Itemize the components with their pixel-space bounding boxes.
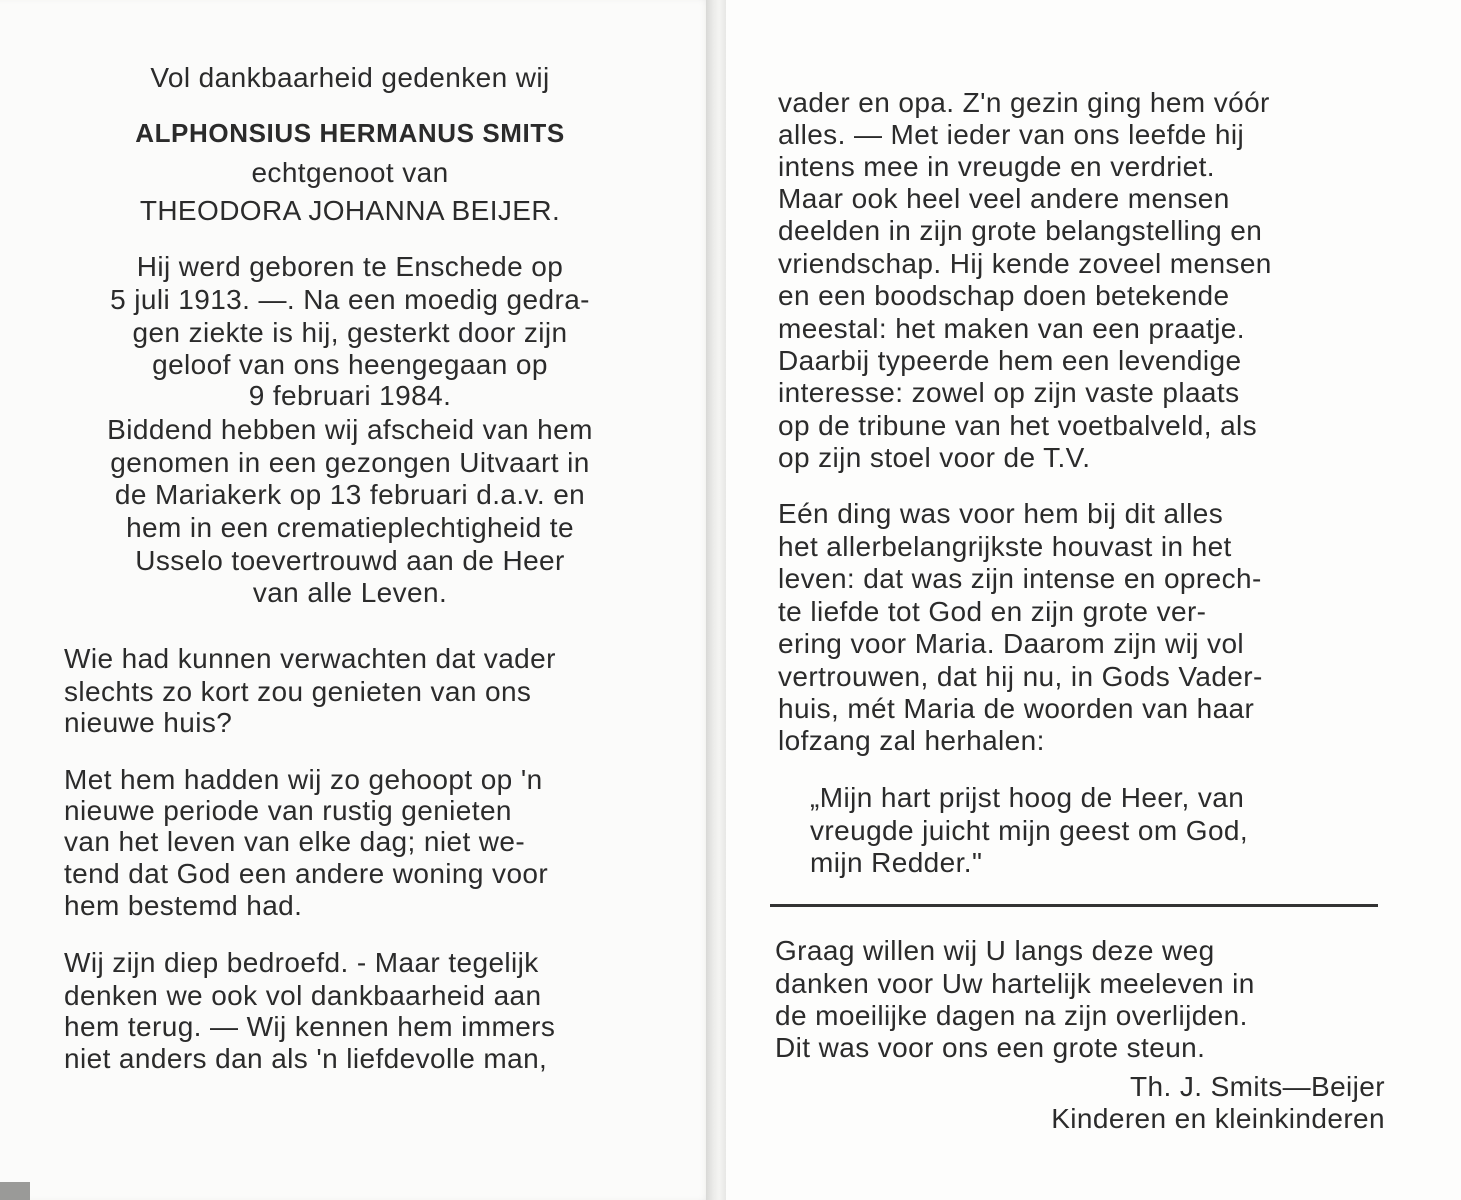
body-line: het allerbelangrijkste houvast in het	[778, 531, 1232, 562]
farewell-line: Usselo toevertrouwd aan de Heer	[135, 545, 565, 576]
quote-line: mijn Redder."	[810, 847, 983, 878]
farewell-line: van alle Leven.	[252, 577, 448, 608]
body-line: hem bestemd had.	[64, 890, 303, 921]
body-line: intens mee in vreugde en verdriet.	[778, 151, 1215, 182]
body-line: vriendschap. Hij kende zoveel mensen	[778, 248, 1272, 279]
birth-line: Hij werd geboren te Enschede op	[136, 251, 564, 282]
signature-line: Kinderen en kleinkinderen	[1051, 1103, 1385, 1134]
body-line: Daarbij typeerde hem een levendige	[778, 345, 1242, 376]
body-line: op de tribune van het voetbalveld, als	[778, 410, 1258, 441]
quote-line: vreugde juicht mijn geest om God,	[810, 815, 1249, 846]
thanks-line: Dit was voor ons een grote steun.	[775, 1032, 1206, 1063]
body-line: tend dat God een andere woning voor	[64, 858, 549, 889]
thanks-line: Graag willen wij U langs deze weg	[775, 935, 1215, 966]
body-line: Met hem hadden wij zo gehoopt op 'n	[64, 764, 543, 795]
farewell-line: Biddend hebben wij afscheid van hem	[107, 414, 593, 445]
body-line: Wij zijn diep bedroefd. - Maar tegelijk	[64, 947, 539, 978]
birth-line: geloof van ons heengegaan op	[152, 349, 548, 380]
body-line: alles. — Met ieder van ons leefde hij	[778, 119, 1245, 150]
body-line: Wie had kunnen verwachten dat vader	[64, 643, 556, 674]
body-line: vertrouwen, dat hij nu, in Gods Vader-	[778, 661, 1263, 692]
body-line: nieuwe periode van rustig genieten	[64, 795, 512, 826]
scan-corner-mark	[0, 1182, 30, 1200]
body-line: van het leven van elke dag; niet we-	[64, 826, 526, 857]
intro-line: Vol dankbaarheid gedenken wij	[150, 62, 550, 93]
birth-line: 5 juli 1913. —. Na een moedig gedra-	[110, 284, 590, 315]
body-line: op zijn stoel voor de T.V.	[778, 442, 1091, 473]
quote-line: „Mijn hart prijst hoog de Heer, van	[810, 782, 1245, 813]
birth-line: gen ziekte is hij, gesterkt door zijn	[132, 317, 568, 348]
body-line: interesse: zowel op zijn vaste plaats	[778, 377, 1240, 408]
farewell-line: hem in een crematieplechtigheid te	[126, 512, 574, 543]
deceased-name: ALPHONSIUS HERMANUS SMITS	[135, 118, 565, 148]
page-fold	[706, 0, 728, 1200]
signature-line: Th. J. Smits—Beijer	[1130, 1071, 1385, 1102]
relation-line: echtgenoot van	[251, 157, 449, 188]
separator-rule	[770, 904, 1378, 907]
body-line: deelden in zijn grote belangstelling en	[778, 215, 1263, 246]
body-line: nieuwe huis?	[64, 707, 233, 738]
farewell-line: de Mariakerk op 13 februari d.a.v. en	[114, 479, 586, 510]
body-line: meestal: het maken van een praatje.	[778, 313, 1245, 344]
body-line: Maar ook heel veel andere mensen	[778, 183, 1230, 214]
body-line: lofzang zal herhalen:	[778, 725, 1045, 756]
body-line: denken we ook vol dankbaarheid aan	[64, 980, 542, 1011]
body-line: huis, mét Maria de woorden van haar	[778, 693, 1255, 724]
body-line: en een boodschap doen betekende	[778, 280, 1230, 311]
body-line: niet anders dan als 'n liefdevolle man,	[64, 1043, 548, 1074]
body-line: leven: dat was zijn intense en oprech-	[778, 563, 1262, 594]
thanks-line: danken voor Uw hartelijk meeleven in	[775, 968, 1255, 999]
body-line: Eén ding was voor hem bij dit alles	[778, 498, 1224, 529]
body-line: ering voor Maria. Daarom zijn wij vol	[778, 628, 1245, 659]
body-line: slechts zo kort zou genieten van ons	[64, 676, 532, 707]
body-line: te liefde tot God en zijn grote ver-	[778, 596, 1207, 627]
spouse-name: THEODORA JOHANNA BEIJER.	[139, 195, 561, 226]
body-line: vader en opa. Z'n gezin ging hem vóór	[778, 87, 1270, 118]
body-line: hem terug. — Wij kennen hem immers	[64, 1011, 556, 1042]
thanks-line: de moeilijke dagen na zijn overlijden.	[775, 1000, 1248, 1031]
death-date-line: 9 februari 1984.	[248, 380, 452, 411]
farewell-line: genomen in een gezongen Uitvaart in	[110, 447, 590, 478]
